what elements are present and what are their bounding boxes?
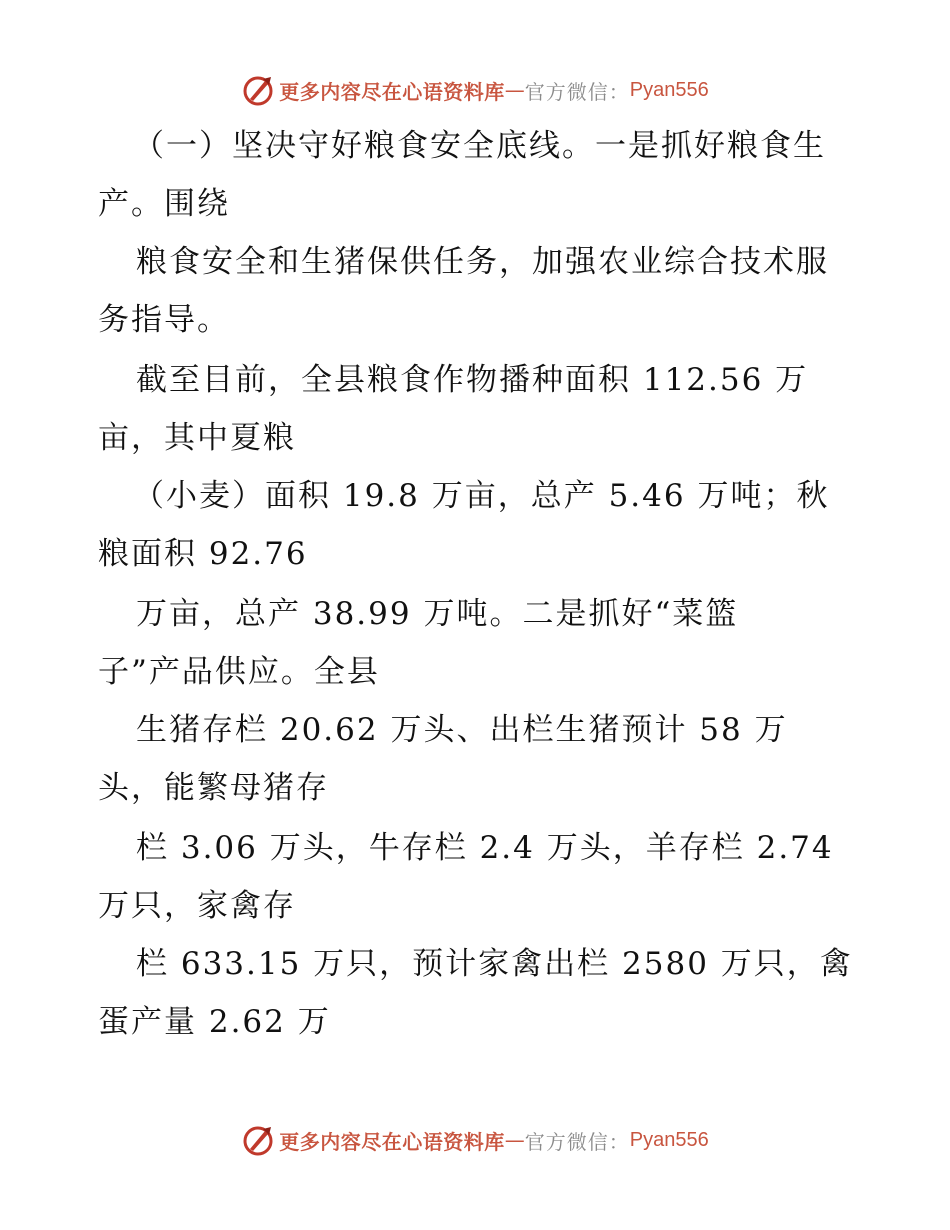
- body-line-13: 栏 3.06 万头，牛存栏 2.4 万头，羊存栏 2.74: [136, 830, 834, 866]
- body-line-12: 头，能繁母猪存: [98, 770, 329, 806]
- quill-logo-icon: [241, 73, 275, 107]
- body-line-4: 务指导。: [98, 302, 230, 338]
- body-line-7: （小麦）面积 19.8 万亩，总产 5.46 万吨；秋: [133, 478, 830, 514]
- body-line-11: 生猪存栏 20.62 万头、出栏生猪预计 58 万: [136, 712, 788, 748]
- body-line-5: 截至目前，全县粮食作物播种面积 112.56 万: [136, 362, 809, 398]
- body-line-2: 产。围绕: [98, 186, 230, 222]
- body-line-3: 粮食安全和生猪保供任务，加强农业综合技术服: [136, 244, 829, 280]
- body-line-10: 子”产品供应。全县: [98, 654, 380, 690]
- footer-wechat-id: Pyan556: [629, 1128, 709, 1151]
- header-wechat-id: Pyan556: [629, 78, 709, 101]
- header-wechat-label: 官方微信：: [524, 79, 630, 104]
- body-line-14: 万只，家禽存: [98, 888, 296, 924]
- footer-wechat-label: 官方微信：: [524, 1129, 630, 1154]
- body-line-15: 栏 633.15 万只，预计家禽出栏 2580 万只，禽: [136, 946, 853, 982]
- header-site-text: 更多内容尽在心语资料库: [279, 79, 505, 104]
- body-line-9: 万亩，总产 38.99 万吨。二是抓好“菜篮: [136, 596, 739, 632]
- footer-dash: —: [504, 1128, 525, 1152]
- header-watermark: [0, 70, 950, 110]
- footer-watermark: [0, 1120, 950, 1160]
- body-line-8: 粮面积 92.76: [98, 536, 308, 572]
- body-line-16: 蛋产量 2.62 万: [98, 1004, 331, 1040]
- header-dash: —: [504, 78, 525, 102]
- footer-site-text: 更多内容尽在心语资料库: [279, 1129, 505, 1154]
- body-line-1: （一）坚决守好粮食安全底线。一是抓好粮食生: [133, 128, 826, 164]
- quill-logo-icon: [241, 1123, 275, 1157]
- body-line-6: 亩，其中夏粮: [98, 420, 296, 456]
